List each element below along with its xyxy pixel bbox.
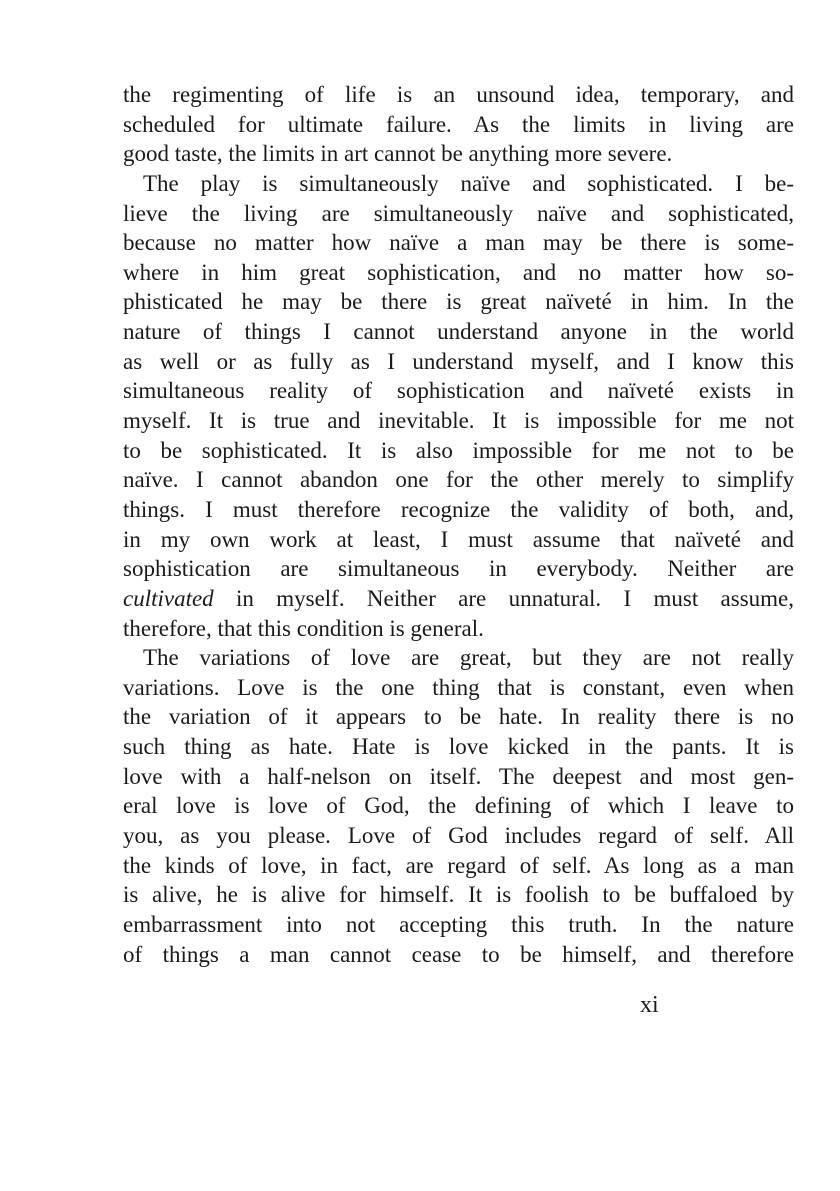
text-line: to be sophisticated. It is also impossible for me not to be bbox=[123, 437, 794, 463]
text-line: as well or as fully as I understand myself, and I know this bbox=[123, 348, 794, 374]
text-line: nature of things I cannot understand anyone in the world bbox=[123, 319, 794, 345]
text-line: the kinds of love, in fact, are regard of self. As long as a man bbox=[123, 852, 794, 878]
text-line: The play is simultaneously naïve and sophisticated. I be- bbox=[143, 170, 794, 196]
text-line: myself. It is true and inevitable. It is impossible for me not bbox=[123, 408, 794, 434]
text-line: lieve the living are simultaneously naïve and sophisticated, bbox=[123, 200, 794, 226]
text-line: things. I must therefore recognize the validity of both, and, bbox=[123, 496, 794, 522]
emphasis: cultivated bbox=[123, 585, 214, 611]
text-line-rest: in myself. Neither are unnatural. I must assume, bbox=[236, 585, 794, 611]
text-line: sophistication are simultaneous in everybody. Neither are bbox=[123, 556, 794, 582]
text-line: is alive, he is alive for himself. It is foolish to be buffaloed by bbox=[123, 882, 794, 908]
text-line: simultaneous reality of sophistication and naïveté exists in bbox=[123, 378, 794, 404]
text-line: the regimenting of life is an unsound idea, temporary, and bbox=[123, 82, 794, 107]
text-line: good taste, the limits in art cannot be anything more severe. bbox=[123, 141, 673, 167]
body-text bbox=[123, 80, 794, 969]
text-line: scheduled for ultimate failure. As the limits in living are bbox=[123, 111, 794, 137]
text-line: eral love is love of God, the defining of which I leave to bbox=[123, 793, 794, 819]
text-line: because no matter how naïve a man may be there is some- bbox=[123, 230, 794, 256]
text-line: therefore, that this condition is general. bbox=[123, 615, 484, 641]
text-line bbox=[123, 584, 794, 614]
text-line: in my own work at least, I must assume that naïveté and bbox=[123, 526, 794, 552]
text-line: such thing as hate. Hate is love kicked in the pants. It is bbox=[123, 734, 794, 760]
text-line: phisticated he may be there is great naïveté in him. In the bbox=[123, 289, 794, 315]
text-line: The variations of love are great, but they are not really bbox=[143, 645, 794, 671]
text-line: naïve. I cannot abandon one for the other merely to simplify bbox=[123, 467, 794, 493]
text-line: you, as you please. Love of God includes regard of self. All bbox=[123, 823, 794, 849]
page-number: xi bbox=[640, 992, 659, 1018]
text-line: the variation of it appears to be hate. In reality there is no bbox=[123, 704, 794, 730]
text-line: where in him great sophistication, and no matter how so- bbox=[123, 259, 794, 285]
text-line: variations. Love is the one thing that is constant, even when bbox=[123, 674, 794, 700]
text-line: love with a half-nelson on itself. The deepest and most gen- bbox=[123, 763, 794, 789]
text-line: of things a man cannot cease to be himself, and therefore bbox=[123, 941, 794, 967]
text-line: embarrassment into not accepting this truth. In the nature bbox=[123, 911, 794, 937]
